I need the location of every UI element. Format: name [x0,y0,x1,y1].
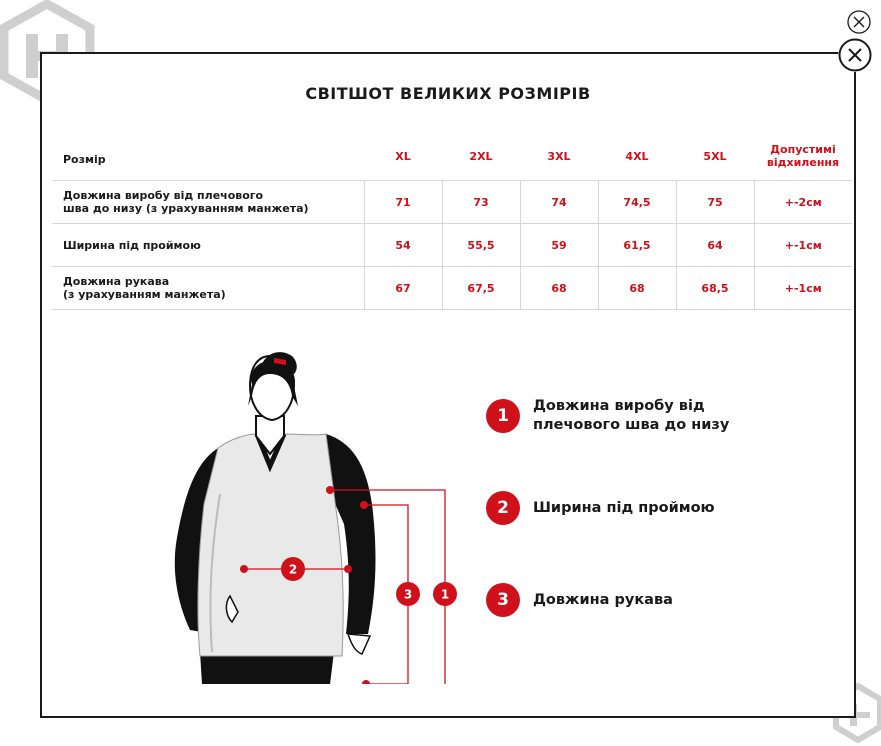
size-chart-modal [40,52,856,718]
deviation-cell: +-2см [754,181,852,224]
table-cell: 67,5 [442,267,520,310]
legend-text: Довжина рукава [533,592,673,608]
marker-number: 3 [403,587,413,602]
row-label-line: шва до низу (з урахуванням манжета) [63,202,309,215]
table-cell: 74 [520,181,598,224]
size-header-cell: 5XL [703,149,727,163]
row-label [52,224,364,267]
table-cell: 54 [364,224,442,267]
table-row [52,224,852,267]
table-cell: 55,5 [442,224,520,267]
table-cell: 64 [676,224,754,267]
row-label-line: (з урахуванням манжета) [63,288,226,301]
measurement-marker-2 [281,557,305,581]
deviation-cell: +-1см [754,267,852,310]
marker-number: 2 [288,562,298,577]
row-label-line: Довжина рукава [63,275,170,288]
sweatshirt-figure-illustration [152,334,472,684]
size-header-cell: 4XL [625,149,649,163]
table-row [52,181,852,224]
legend-text-line: плечового шва до низу [533,417,730,433]
legend-number: 1 [486,399,520,433]
table-cell: 59 [520,224,598,267]
marker-number: 1 [440,587,450,602]
close-icon[interactable] [838,38,872,72]
table-cell: 68,5 [676,267,754,310]
table-row [52,267,852,310]
size-header-cell: XL [395,149,411,163]
measurement-marker-3 [396,582,420,606]
row-label [52,181,364,224]
legend-number: 2 [486,491,520,525]
table-cell: 67 [364,267,442,310]
measurement-marker-1 [433,582,457,606]
table-cell: 71 [364,181,442,224]
deviation-header-line: Допустимі [770,143,836,156]
legend-text: Ширина під проймою [533,500,715,516]
size-header-cell: 3XL [547,149,571,163]
row-label [52,267,364,310]
table-cell: 68 [598,267,676,310]
deviation-cell: +-1см [754,224,852,267]
legend-number: 3 [486,583,520,617]
modal-title: СВІТШОТ ВЕЛИКИХ РОЗМІРІВ [305,84,591,103]
table-cell: 73 [442,181,520,224]
table-cell: 68 [520,267,598,310]
row-label-line: Довжина виробу від плечового [63,189,264,202]
size-header-label: Розмір [63,152,106,166]
deviation-header [754,132,852,181]
close-icon[interactable] [847,10,871,34]
table-cell: 61,5 [598,224,676,267]
legend-text [533,397,793,435]
size-header-cell: 2XL [469,149,493,163]
row-label-line: Ширина під проймою [63,238,201,252]
table-cell: 74,5 [598,181,676,224]
table-cell: 75 [676,181,754,224]
legend-text-line: Довжина виробу від [533,398,705,414]
size-table [52,132,852,310]
deviation-header-line: відхилення [766,156,840,169]
table-header-row [52,132,852,181]
